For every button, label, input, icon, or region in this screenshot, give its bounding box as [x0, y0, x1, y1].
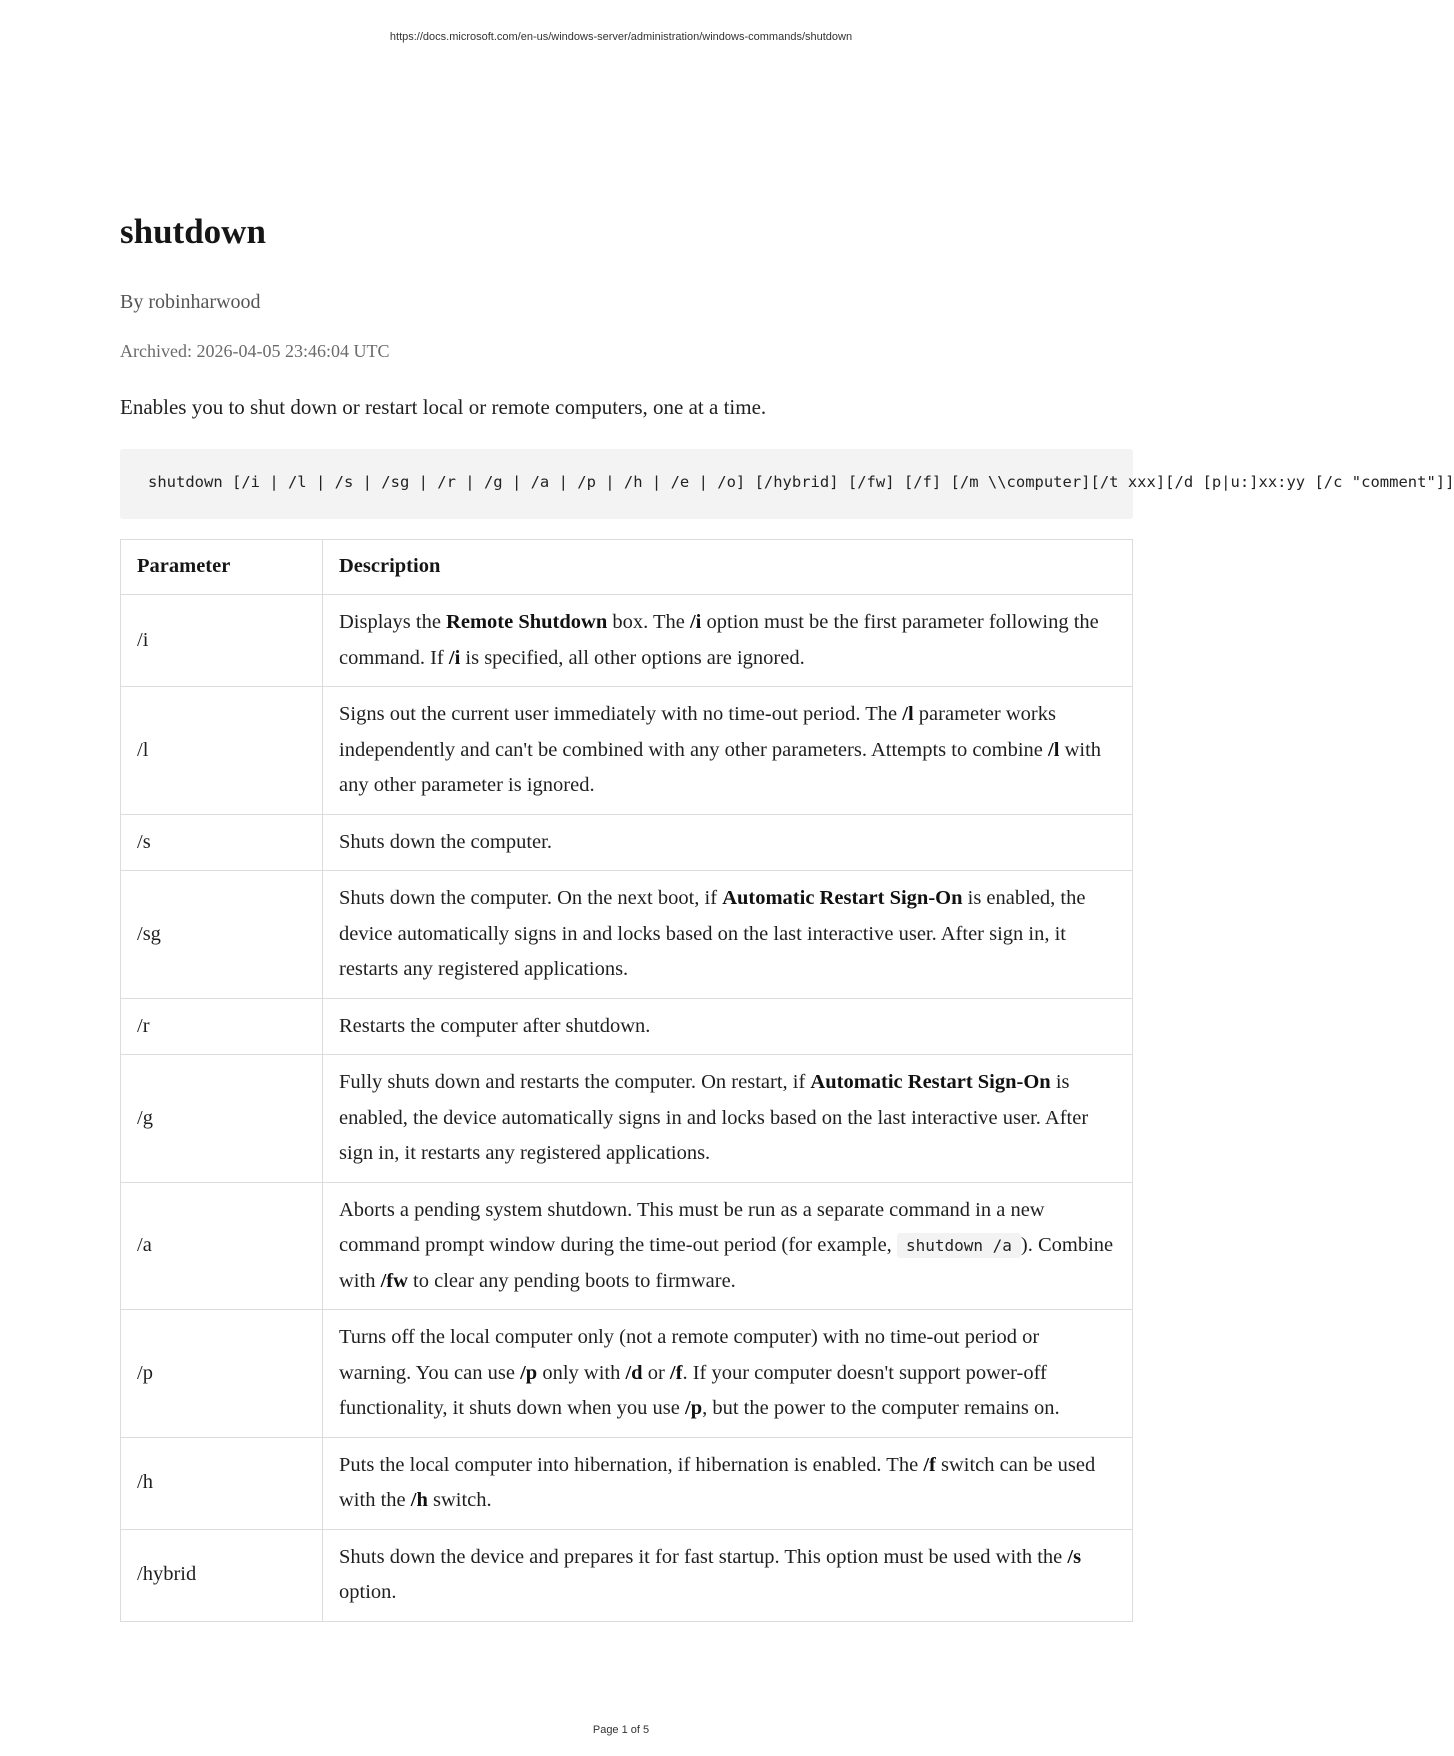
description-text: , but the power to the computer remains on.	[702, 1397, 1060, 1419]
description-cell	[323, 687, 1133, 815]
parameter-cell: /r	[121, 998, 323, 1055]
article-summary: Enables you to shut down or restart local or remote computers, one at a time.	[120, 395, 767, 419]
header-parameter: Parameter	[121, 540, 323, 595]
parameter-cell: /l	[121, 687, 323, 815]
parameter-cell: /i	[121, 595, 323, 687]
bold-term: /s	[1067, 1545, 1082, 1568]
parameter-cell: /p	[121, 1310, 323, 1438]
page-footer: Page 1 of 5	[592, 1724, 650, 1736]
table-row	[121, 814, 1133, 871]
description-text: Fully shuts down and restarts the computer. On restart, if	[339, 1071, 811, 1093]
description-text: . If your computer doesn't support power-off functionality, it shuts down when you use	[339, 1361, 1047, 1419]
table-row	[121, 1529, 1133, 1621]
parameters-table	[120, 539, 1133, 1622]
archived-timestamp: Archived: 2026-04-05 23:46:04 UTC	[120, 341, 390, 361]
description-text: Displays the	[339, 611, 447, 633]
description-cell	[323, 1529, 1133, 1621]
parameter-cell: /h	[121, 1437, 323, 1529]
description-text: is specified, all other options are ignored.	[460, 646, 805, 669]
bold-term: /l	[902, 703, 914, 725]
parameter-cell: /hybrid	[121, 1529, 323, 1621]
syntax-code: shutdown [/i | /l | /s | /sg | /r | /g | /a | /p | /h | /e | /o] [/hybrid] [/fw] [/f] [/m \\computer][/t xxx][/d [p|u:]xx:yy [/c "comment"]]	[148, 473, 1454, 491]
bold-term: Automatic Restart Sign-On	[722, 887, 963, 909]
description-cell	[323, 871, 1133, 999]
bold-term: /i	[448, 646, 461, 669]
description-text: or	[642, 1361, 670, 1384]
bold-term: /p	[520, 1361, 538, 1384]
description-text: Restarts the computer after shutdown.	[339, 1014, 651, 1037]
bold-term: /i	[689, 611, 702, 633]
table-row	[121, 1437, 1133, 1529]
page-title: shutdown	[120, 212, 266, 251]
description-cell	[323, 1182, 1133, 1310]
parameter-cell: /sg	[121, 871, 323, 999]
description-text: to clear any pending boots to firmware.	[407, 1269, 736, 1292]
description-cell	[323, 814, 1133, 871]
table-row	[121, 1055, 1133, 1183]
description-text: Turns off the local computer only (not a remote computer) with no time-out period or warning. You can use	[339, 1326, 1040, 1384]
table-row	[121, 1182, 1133, 1310]
header-description: Description	[323, 540, 1133, 595]
description-text: option.	[339, 1581, 397, 1603]
description-text: box. The	[607, 611, 690, 633]
description-cell	[323, 1310, 1133, 1438]
syntax-code-block	[120, 449, 1454, 519]
description-cell	[323, 1055, 1133, 1183]
bold-term: /h	[410, 1489, 428, 1511]
description-text: is enabled, the device automatically signs in and locks based on the last interactive user. After sign in, it restarts any registered applications.	[339, 887, 1086, 980]
description-text: Puts the local computer into hibernation, if hibernation is enabled. The	[339, 1453, 924, 1476]
description-text: Aborts a pending system shutdown. This must be run as a separate command in a new command prompt window during the time-out period (for example,	[339, 1198, 1045, 1256]
table-row	[121, 595, 1133, 687]
bold-term: /fw	[380, 1269, 408, 1292]
bold-term: Automatic Restart Sign-On	[810, 1071, 1051, 1093]
bold-term: /l	[1048, 738, 1060, 761]
table-row	[121, 1310, 1133, 1438]
description-text: parameter works independently and can't be combined with any other parameters. Attempts to combine	[339, 703, 1056, 761]
table-header-row	[121, 540, 1133, 595]
bold-term: Remote Shutdown	[446, 611, 608, 633]
description-text: Signs out the current user immediately with no time-out period. The	[339, 703, 903, 725]
description-text: Shuts down the device and prepares it for fast startup. This option must be used with the	[339, 1545, 1068, 1568]
description-text: option must be the first parameter following the command. If	[339, 611, 1099, 669]
description-text: switch can be used with the	[339, 1453, 1096, 1511]
table-body	[121, 595, 1133, 1622]
bold-term: /f	[923, 1453, 936, 1476]
description-text: Shuts down the computer. On the next boot, if	[339, 887, 723, 909]
bold-term: /f	[669, 1361, 683, 1384]
parameter-cell: /g	[121, 1055, 323, 1183]
inline-code: shutdown /a	[897, 1233, 1021, 1258]
description-text: Shuts down the computer.	[339, 830, 552, 853]
table-row	[121, 998, 1133, 1055]
description-text: is enabled, the device automatically signs in and locks based on the last interactive user. After sign in, it restarts any registered applications.	[339, 1071, 1089, 1164]
description-text: switch.	[427, 1489, 492, 1511]
author-byline: By robinharwood	[120, 291, 261, 313]
description-cell	[323, 1437, 1133, 1529]
description-text: with any other parameter is ignored.	[339, 738, 1102, 796]
table-row	[121, 687, 1133, 815]
parameter-cell: /s	[121, 814, 323, 871]
description-cell	[323, 998, 1133, 1055]
table-row	[121, 871, 1133, 999]
page-url: https://docs.microsoft.com/en-us/windows-server/administration/windows-commands/shutdown	[389, 31, 853, 43]
bold-term: /d	[625, 1361, 643, 1384]
description-text: only with	[537, 1361, 626, 1384]
parameter-cell: /a	[121, 1182, 323, 1310]
description-text: ). Combine with	[339, 1234, 1114, 1292]
description-cell	[323, 595, 1133, 687]
bold-term: /p	[685, 1397, 703, 1419]
